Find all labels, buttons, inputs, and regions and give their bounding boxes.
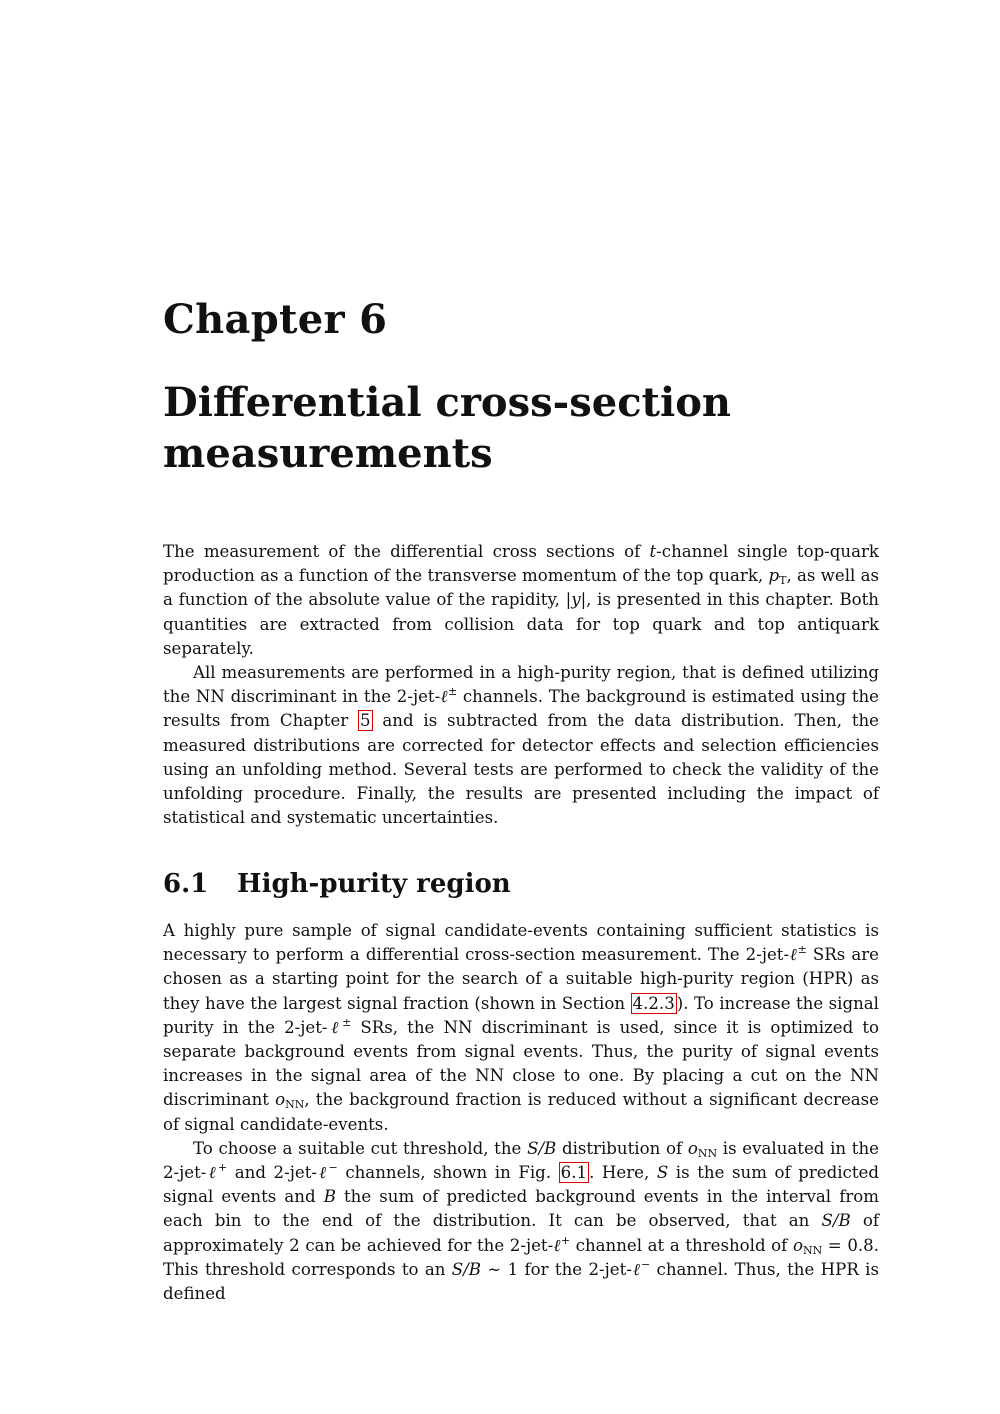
section-paragraph-1: A highly pure sample of signal candidate-events containing sufficient statistics is necessary to perform a differential cross-section measurement. The 2-jet-ℓ± SRs are chosen as a starting point for the search of a suitable high-purity region (HPR) as they have the largest signal fraction (shown in Section 4.2.3 ). To increase the signal purity in the 2-jet-ℓ± SRs, the NN discriminant is used, since it is optimized to separate background events from signal events. Thus, the purity of signal events increases in the signal area of the NN close to one. By placing a cut on the NN discriminant $o_{NN}$, the background fraction is reduced without a significant decrease of signal candidate-events.	[163, 921, 879, 1134]
math-pt: p	[768, 566, 780, 586]
section-4-2-3-link[interactable]: 4.2.3	[632, 993, 675, 1013]
section-heading	[163, 866, 511, 902]
math-y: y	[571, 590, 581, 610]
chapter-5-link[interactable]: 5	[360, 711, 371, 731]
section-body	[163, 919, 879, 1306]
chapter-title: Differential cross-section measurements	[163, 379, 731, 477]
intro-paragraph-1: The measurement of the differential cross sections of t-channel single top-quark production as a function of the transverse momentum of the top quark, $p_T$, as well as a function of the absolute value of the rapidity, |y|, is presented in this chapter. Both quantities are extracted from collision data for top quark and top antiquark separately.	[163, 542, 879, 658]
figure-6-1-link[interactable]: 6.1	[560, 1163, 588, 1183]
chapter-intro	[163, 540, 879, 830]
section-number: 6.1	[163, 869, 209, 899]
section-paragraph-2: To choose a suitable cut threshold, the S/B distribution of $o_{NN}$ is evaluated in the 2-jet-ℓ+ and 2-jet-ℓ− channels, shown in Fig. 6.1 . Here, S is the sum of predicted signal events and B the sum of predicted background events in the interval from each bin to the end of the distribution. It can be observed, that an S/B of approximately 2 can be achieved for the 2-jet-ℓ+ channel at a threshold of $o_{NN} = 0.8$. This threshold corresponds to an S/B ∼ 1 for the 2-jet-ℓ− channel. Thus, the HPR is defined	[163, 1138, 880, 1304]
chapter-label: Chapter 6	[163, 296, 388, 343]
intro-paragraph-2: All measurements are performed in a high-purity region, that is defined utilizing the NN discriminant in the 2-jet-ℓ± channels. The background is estimated using the results from Chapter 5 and is subtracted from the data distribution. Then, the measured distributions are corrected for detector effects and selection efficiencies using an unfolding method. Several tests are performed to check the validity of the unfolding procedure. Finally, the results are presented including the impact of statistical and systematic uncertainties.	[163, 663, 880, 828]
math-t: t	[649, 542, 657, 561]
section-title: High-purity region	[237, 869, 511, 899]
